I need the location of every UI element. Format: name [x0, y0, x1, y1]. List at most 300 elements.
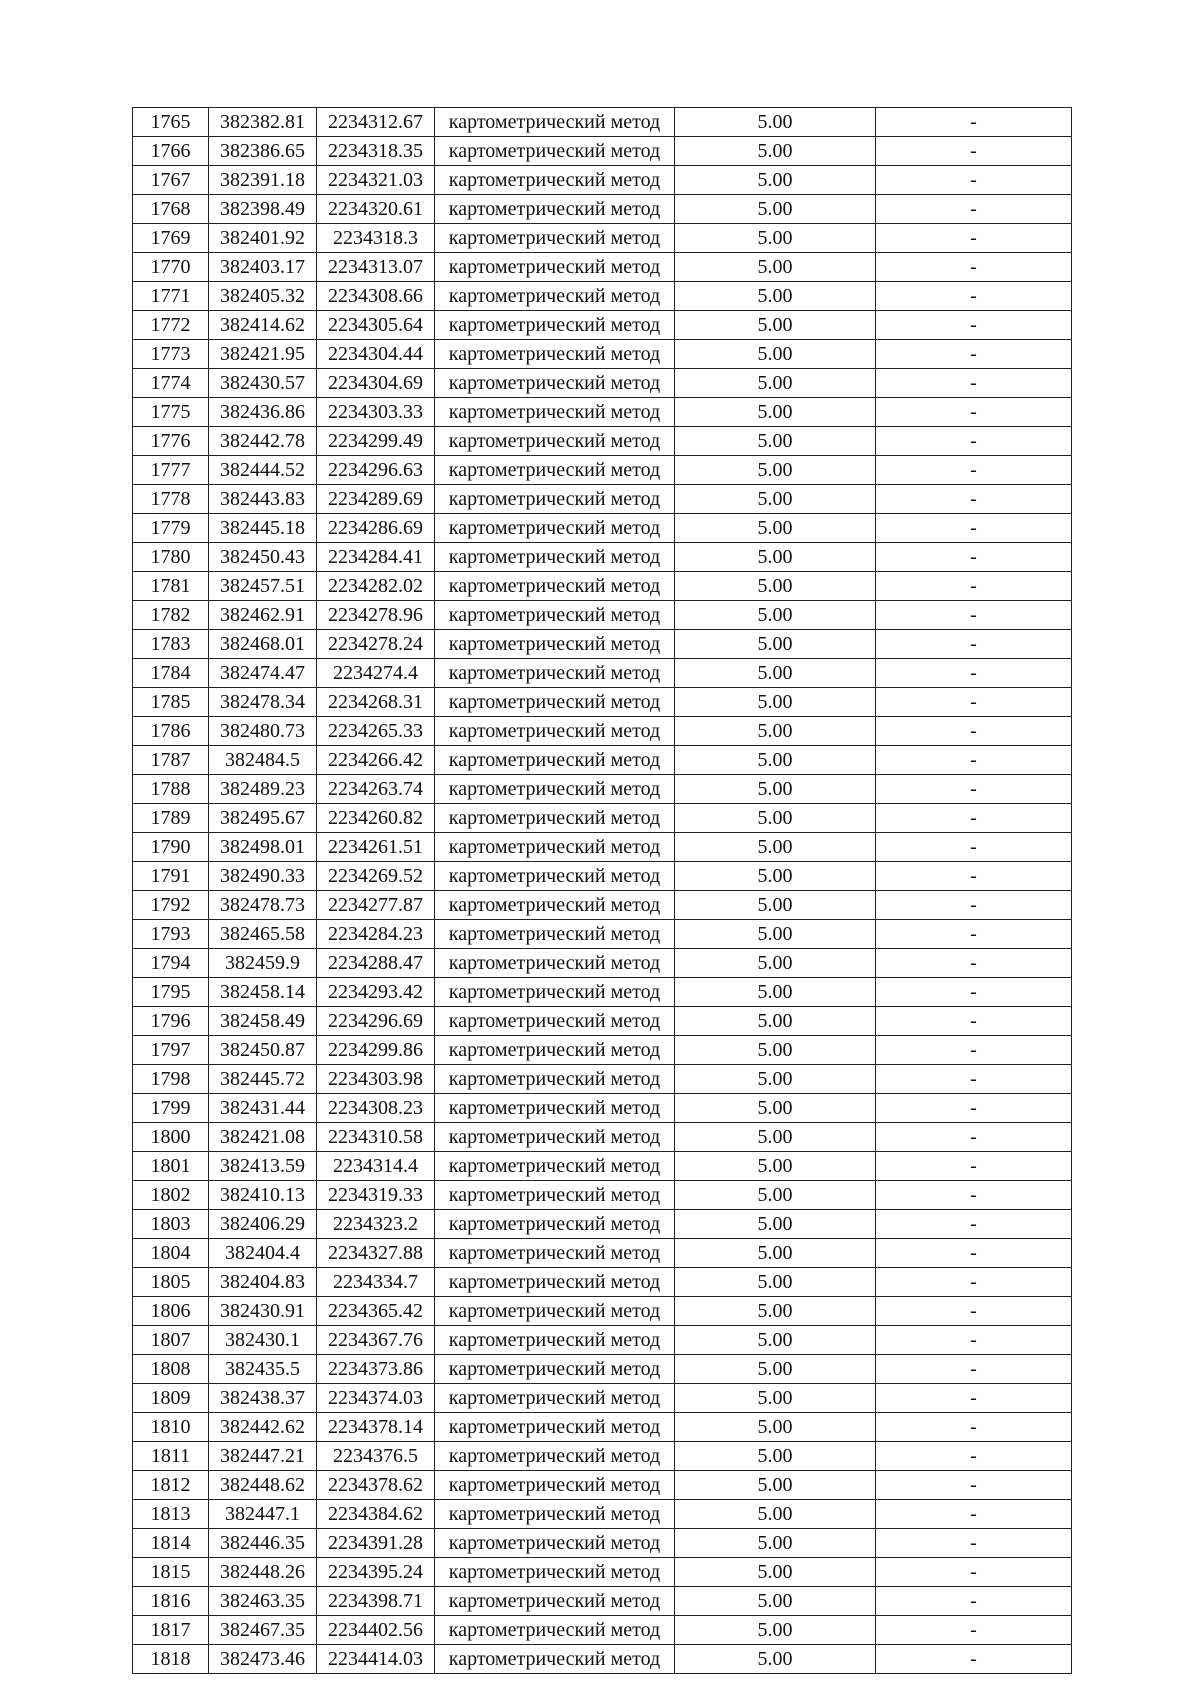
- table-row: [133, 137, 1072, 166]
- y-coordinate-cell: 2234308.23: [317, 1094, 435, 1123]
- table-row: [133, 833, 1072, 862]
- method-cell: картометрический метод: [435, 1500, 675, 1529]
- accuracy-cell: 5.00: [675, 137, 876, 166]
- note-cell: -: [876, 456, 1072, 485]
- accuracy-cell: 5.00: [675, 1384, 876, 1413]
- accuracy-cell: 5.00: [675, 1007, 876, 1036]
- accuracy-cell: 5.00: [675, 108, 876, 137]
- x-coordinate-cell: 382421.95: [209, 340, 317, 369]
- method-cell: картометрический метод: [435, 1181, 675, 1210]
- method-cell: картометрический метод: [435, 253, 675, 282]
- point-number-cell: 1772: [133, 311, 209, 340]
- method-cell: картометрический метод: [435, 746, 675, 775]
- method-cell: картометрический метод: [435, 1645, 675, 1674]
- x-coordinate-cell: 382489.23: [209, 775, 317, 804]
- x-coordinate-cell: 382490.33: [209, 862, 317, 891]
- x-coordinate-cell: 382478.34: [209, 688, 317, 717]
- accuracy-cell: 5.00: [675, 427, 876, 456]
- table-row: [133, 1616, 1072, 1645]
- x-coordinate-cell: 382478.73: [209, 891, 317, 920]
- y-coordinate-cell: 2234367.76: [317, 1326, 435, 1355]
- point-number-cell: 1810: [133, 1413, 209, 1442]
- accuracy-cell: 5.00: [675, 485, 876, 514]
- x-coordinate-cell: 382401.92: [209, 224, 317, 253]
- note-cell: -: [876, 1210, 1072, 1239]
- y-coordinate-cell: 2234308.66: [317, 282, 435, 311]
- y-coordinate-cell: 2234286.69: [317, 514, 435, 543]
- point-number-cell: 1807: [133, 1326, 209, 1355]
- table-row: [133, 1007, 1072, 1036]
- method-cell: картометрический метод: [435, 1355, 675, 1384]
- method-cell: картометрический метод: [435, 485, 675, 514]
- x-coordinate-cell: 382403.17: [209, 253, 317, 282]
- note-cell: -: [876, 108, 1072, 137]
- y-coordinate-cell: 2234313.07: [317, 253, 435, 282]
- y-coordinate-cell: 2234303.33: [317, 398, 435, 427]
- method-cell: картометрический метод: [435, 108, 675, 137]
- point-number-cell: 1787: [133, 746, 209, 775]
- point-number-cell: 1802: [133, 1181, 209, 1210]
- point-number-cell: 1796: [133, 1007, 209, 1036]
- accuracy-cell: 5.00: [675, 1529, 876, 1558]
- point-number-cell: 1815: [133, 1558, 209, 1587]
- method-cell: картометрический метод: [435, 1616, 675, 1645]
- y-coordinate-cell: 2234395.24: [317, 1558, 435, 1587]
- note-cell: -: [876, 1297, 1072, 1326]
- y-coordinate-cell: 2234391.28: [317, 1529, 435, 1558]
- accuracy-cell: 5.00: [675, 1065, 876, 1094]
- method-cell: картометрический метод: [435, 659, 675, 688]
- point-number-cell: 1777: [133, 456, 209, 485]
- method-cell: картометрический метод: [435, 717, 675, 746]
- point-number-cell: 1771: [133, 282, 209, 311]
- table-row: [133, 1384, 1072, 1413]
- y-coordinate-cell: 2234284.41: [317, 543, 435, 572]
- table-row: [133, 1355, 1072, 1384]
- method-cell: картометрический метод: [435, 1036, 675, 1065]
- method-cell: картометрический метод: [435, 688, 675, 717]
- note-cell: -: [876, 891, 1072, 920]
- point-number-cell: 1797: [133, 1036, 209, 1065]
- y-coordinate-cell: 2234278.96: [317, 601, 435, 630]
- accuracy-cell: 5.00: [675, 1442, 876, 1471]
- y-coordinate-cell: 2234265.33: [317, 717, 435, 746]
- y-coordinate-cell: 2234384.62: [317, 1500, 435, 1529]
- point-number-cell: 1812: [133, 1471, 209, 1500]
- table-row: [133, 978, 1072, 1007]
- point-number-cell: 1818: [133, 1645, 209, 1674]
- method-cell: картометрический метод: [435, 1442, 675, 1471]
- x-coordinate-cell: 382484.5: [209, 746, 317, 775]
- note-cell: -: [876, 166, 1072, 195]
- table-row: [133, 659, 1072, 688]
- accuracy-cell: 5.00: [675, 543, 876, 572]
- point-number-cell: 1795: [133, 978, 209, 1007]
- point-number-cell: 1766: [133, 137, 209, 166]
- point-number-cell: 1817: [133, 1616, 209, 1645]
- note-cell: -: [876, 572, 1072, 601]
- y-coordinate-cell: 2234289.69: [317, 485, 435, 514]
- x-coordinate-cell: 382474.47: [209, 659, 317, 688]
- y-coordinate-cell: 2234320.61: [317, 195, 435, 224]
- x-coordinate-cell: 382404.83: [209, 1268, 317, 1297]
- point-number-cell: 1784: [133, 659, 209, 688]
- method-cell: картометрический метод: [435, 195, 675, 224]
- point-number-cell: 1785: [133, 688, 209, 717]
- method-cell: картометрический метод: [435, 1558, 675, 1587]
- coordinates-table: [132, 107, 1072, 1674]
- table-row: [133, 920, 1072, 949]
- table-row: [133, 485, 1072, 514]
- y-coordinate-cell: 2234398.71: [317, 1587, 435, 1616]
- point-number-cell: 1765: [133, 108, 209, 137]
- y-coordinate-cell: 2234260.82: [317, 804, 435, 833]
- accuracy-cell: 5.00: [675, 456, 876, 485]
- method-cell: картометрический метод: [435, 137, 675, 166]
- method-cell: картометрический метод: [435, 369, 675, 398]
- table-row: [133, 1297, 1072, 1326]
- y-coordinate-cell: 2234304.44: [317, 340, 435, 369]
- point-number-cell: 1803: [133, 1210, 209, 1239]
- x-coordinate-cell: 382414.62: [209, 311, 317, 340]
- method-cell: картометрический метод: [435, 1297, 675, 1326]
- x-coordinate-cell: 382430.91: [209, 1297, 317, 1326]
- note-cell: -: [876, 833, 1072, 862]
- method-cell: картометрический метод: [435, 775, 675, 804]
- y-coordinate-cell: 2234278.24: [317, 630, 435, 659]
- x-coordinate-cell: 382444.52: [209, 456, 317, 485]
- note-cell: -: [876, 920, 1072, 949]
- note-cell: -: [876, 195, 1072, 224]
- y-coordinate-cell: 2234414.03: [317, 1645, 435, 1674]
- note-cell: -: [876, 1239, 1072, 1268]
- y-coordinate-cell: 2234263.74: [317, 775, 435, 804]
- note-cell: -: [876, 137, 1072, 166]
- accuracy-cell: 5.00: [675, 891, 876, 920]
- point-number-cell: 1813: [133, 1500, 209, 1529]
- accuracy-cell: 5.00: [675, 1094, 876, 1123]
- x-coordinate-cell: 382463.35: [209, 1587, 317, 1616]
- point-number-cell: 1792: [133, 891, 209, 920]
- method-cell: картометрический метод: [435, 1239, 675, 1268]
- x-coordinate-cell: 382448.62: [209, 1471, 317, 1500]
- note-cell: -: [876, 543, 1072, 572]
- note-cell: -: [876, 862, 1072, 891]
- x-coordinate-cell: 382495.67: [209, 804, 317, 833]
- y-coordinate-cell: 2234274.4: [317, 659, 435, 688]
- accuracy-cell: 5.00: [675, 862, 876, 891]
- x-coordinate-cell: 382467.35: [209, 1616, 317, 1645]
- accuracy-cell: 5.00: [675, 833, 876, 862]
- note-cell: -: [876, 369, 1072, 398]
- note-cell: -: [876, 659, 1072, 688]
- note-cell: -: [876, 1181, 1072, 1210]
- x-coordinate-cell: 382442.62: [209, 1413, 317, 1442]
- note-cell: -: [876, 1616, 1072, 1645]
- point-number-cell: 1789: [133, 804, 209, 833]
- x-coordinate-cell: 382445.18: [209, 514, 317, 543]
- x-coordinate-cell: 382398.49: [209, 195, 317, 224]
- table-row: [133, 1471, 1072, 1500]
- method-cell: картометрический метод: [435, 601, 675, 630]
- note-cell: -: [876, 514, 1072, 543]
- method-cell: картометрический метод: [435, 833, 675, 862]
- x-coordinate-cell: 382447.21: [209, 1442, 317, 1471]
- y-coordinate-cell: 2234378.14: [317, 1413, 435, 1442]
- x-coordinate-cell: 382448.26: [209, 1558, 317, 1587]
- table-row: [133, 1268, 1072, 1297]
- y-coordinate-cell: 2234296.63: [317, 456, 435, 485]
- point-number-cell: 1814: [133, 1529, 209, 1558]
- table-row: [133, 1529, 1072, 1558]
- note-cell: -: [876, 1587, 1072, 1616]
- note-cell: -: [876, 1471, 1072, 1500]
- accuracy-cell: 5.00: [675, 224, 876, 253]
- x-coordinate-cell: 382404.4: [209, 1239, 317, 1268]
- table-row: [133, 543, 1072, 572]
- method-cell: картометрический метод: [435, 1268, 675, 1297]
- y-coordinate-cell: 2234277.87: [317, 891, 435, 920]
- note-cell: -: [876, 1442, 1072, 1471]
- table-row: [133, 1239, 1072, 1268]
- note-cell: -: [876, 688, 1072, 717]
- table-row: [133, 630, 1072, 659]
- method-cell: картометрический метод: [435, 1123, 675, 1152]
- method-cell: картометрический метод: [435, 224, 675, 253]
- y-coordinate-cell: 2234305.64: [317, 311, 435, 340]
- method-cell: картометрический метод: [435, 456, 675, 485]
- point-number-cell: 1776: [133, 427, 209, 456]
- accuracy-cell: 5.00: [675, 1239, 876, 1268]
- method-cell: картометрический метод: [435, 1587, 675, 1616]
- method-cell: картометрический метод: [435, 282, 675, 311]
- x-coordinate-cell: 382442.78: [209, 427, 317, 456]
- point-number-cell: 1798: [133, 1065, 209, 1094]
- y-coordinate-cell: 2234282.02: [317, 572, 435, 601]
- table-row: [133, 804, 1072, 833]
- y-coordinate-cell: 2234293.42: [317, 978, 435, 1007]
- note-cell: -: [876, 1094, 1072, 1123]
- point-number-cell: 1774: [133, 369, 209, 398]
- x-coordinate-cell: 382421.08: [209, 1123, 317, 1152]
- method-cell: картометрический метод: [435, 1384, 675, 1413]
- note-cell: -: [876, 1036, 1072, 1065]
- method-cell: картометрический метод: [435, 1210, 675, 1239]
- x-coordinate-cell: 382468.01: [209, 630, 317, 659]
- method-cell: картометрический метод: [435, 1413, 675, 1442]
- method-cell: картометрический метод: [435, 978, 675, 1007]
- table-row: [133, 282, 1072, 311]
- point-number-cell: 1768: [133, 195, 209, 224]
- note-cell: -: [876, 1529, 1072, 1558]
- method-cell: картометрический метод: [435, 166, 675, 195]
- note-cell: -: [876, 804, 1072, 833]
- note-cell: -: [876, 1268, 1072, 1297]
- note-cell: -: [876, 949, 1072, 978]
- accuracy-cell: 5.00: [675, 311, 876, 340]
- accuracy-cell: 5.00: [675, 1297, 876, 1326]
- accuracy-cell: 5.00: [675, 195, 876, 224]
- table-row: [133, 1065, 1072, 1094]
- x-coordinate-cell: 382457.51: [209, 572, 317, 601]
- table-row: [133, 1413, 1072, 1442]
- y-coordinate-cell: 2234318.3: [317, 224, 435, 253]
- table-row: [133, 224, 1072, 253]
- x-coordinate-cell: 382446.35: [209, 1529, 317, 1558]
- accuracy-cell: 5.00: [675, 920, 876, 949]
- point-number-cell: 1791: [133, 862, 209, 891]
- note-cell: -: [876, 1007, 1072, 1036]
- table-row: [133, 108, 1072, 137]
- method-cell: картометрический метод: [435, 630, 675, 659]
- table-row: [133, 1442, 1072, 1471]
- y-coordinate-cell: 2234268.31: [317, 688, 435, 717]
- point-number-cell: 1816: [133, 1587, 209, 1616]
- accuracy-cell: 5.00: [675, 1616, 876, 1645]
- accuracy-cell: 5.00: [675, 369, 876, 398]
- table-row: [133, 1210, 1072, 1239]
- accuracy-cell: 5.00: [675, 1210, 876, 1239]
- y-coordinate-cell: 2234373.86: [317, 1355, 435, 1384]
- x-coordinate-cell: 382465.58: [209, 920, 317, 949]
- point-number-cell: 1794: [133, 949, 209, 978]
- table-row: [133, 746, 1072, 775]
- accuracy-cell: 5.00: [675, 1558, 876, 1587]
- table-row: [133, 601, 1072, 630]
- y-coordinate-cell: 2234327.88: [317, 1239, 435, 1268]
- y-coordinate-cell: 2234365.42: [317, 1297, 435, 1326]
- point-number-cell: 1793: [133, 920, 209, 949]
- note-cell: -: [876, 601, 1072, 630]
- x-coordinate-cell: 382430.1: [209, 1326, 317, 1355]
- note-cell: -: [876, 1152, 1072, 1181]
- point-number-cell: 1806: [133, 1297, 209, 1326]
- note-cell: -: [876, 1355, 1072, 1384]
- method-cell: картометрический метод: [435, 340, 675, 369]
- point-number-cell: 1799: [133, 1094, 209, 1123]
- table-row: [133, 311, 1072, 340]
- table-row: [133, 166, 1072, 195]
- point-number-cell: 1773: [133, 340, 209, 369]
- table-row: [133, 717, 1072, 746]
- x-coordinate-cell: 382443.83: [209, 485, 317, 514]
- table-row: [133, 1587, 1072, 1616]
- table-row: [133, 369, 1072, 398]
- table-body: [133, 108, 1072, 1674]
- note-cell: -: [876, 224, 1072, 253]
- method-cell: картометрический метод: [435, 311, 675, 340]
- method-cell: картометрический метод: [435, 1529, 675, 1558]
- note-cell: -: [876, 630, 1072, 659]
- x-coordinate-cell: 382473.46: [209, 1645, 317, 1674]
- table-row: [133, 253, 1072, 282]
- x-coordinate-cell: 382386.65: [209, 137, 317, 166]
- accuracy-cell: 5.00: [675, 1587, 876, 1616]
- accuracy-cell: 5.00: [675, 601, 876, 630]
- accuracy-cell: 5.00: [675, 1645, 876, 1674]
- note-cell: -: [876, 427, 1072, 456]
- y-coordinate-cell: 2234269.52: [317, 862, 435, 891]
- accuracy-cell: 5.00: [675, 1181, 876, 1210]
- y-coordinate-cell: 2234284.23: [317, 920, 435, 949]
- method-cell: картометрический метод: [435, 572, 675, 601]
- note-cell: -: [876, 1384, 1072, 1413]
- y-coordinate-cell: 2234312.67: [317, 108, 435, 137]
- table-row: [133, 949, 1072, 978]
- accuracy-cell: 5.00: [675, 572, 876, 601]
- method-cell: картометрический метод: [435, 1471, 675, 1500]
- note-cell: -: [876, 775, 1072, 804]
- accuracy-cell: 5.00: [675, 659, 876, 688]
- note-cell: -: [876, 311, 1072, 340]
- y-coordinate-cell: 2234319.33: [317, 1181, 435, 1210]
- table-row: [133, 1123, 1072, 1152]
- x-coordinate-cell: 382459.9: [209, 949, 317, 978]
- method-cell: картометрический метод: [435, 543, 675, 572]
- table-row: [133, 775, 1072, 804]
- x-coordinate-cell: 382382.81: [209, 108, 317, 137]
- note-cell: -: [876, 746, 1072, 775]
- y-coordinate-cell: 2234376.5: [317, 1442, 435, 1471]
- table-row: [133, 862, 1072, 891]
- accuracy-cell: 5.00: [675, 398, 876, 427]
- accuracy-cell: 5.00: [675, 978, 876, 1007]
- accuracy-cell: 5.00: [675, 804, 876, 833]
- accuracy-cell: 5.00: [675, 1355, 876, 1384]
- accuracy-cell: 5.00: [675, 1152, 876, 1181]
- point-number-cell: 1786: [133, 717, 209, 746]
- method-cell: картометрический метод: [435, 427, 675, 456]
- x-coordinate-cell: 382410.13: [209, 1181, 317, 1210]
- accuracy-cell: 5.00: [675, 1471, 876, 1500]
- table-row: [133, 1036, 1072, 1065]
- note-cell: -: [876, 1500, 1072, 1529]
- y-coordinate-cell: 2234266.42: [317, 746, 435, 775]
- point-number-cell: 1778: [133, 485, 209, 514]
- accuracy-cell: 5.00: [675, 1413, 876, 1442]
- y-coordinate-cell: 2234310.58: [317, 1123, 435, 1152]
- note-cell: -: [876, 1413, 1072, 1442]
- note-cell: -: [876, 253, 1072, 282]
- y-coordinate-cell: 2234378.62: [317, 1471, 435, 1500]
- note-cell: -: [876, 485, 1072, 514]
- table-row: [133, 1094, 1072, 1123]
- y-coordinate-cell: 2234288.47: [317, 949, 435, 978]
- x-coordinate-cell: 382445.72: [209, 1065, 317, 1094]
- note-cell: -: [876, 978, 1072, 1007]
- table-row: [133, 195, 1072, 224]
- table-row: [133, 688, 1072, 717]
- y-coordinate-cell: 2234323.2: [317, 1210, 435, 1239]
- note-cell: -: [876, 1645, 1072, 1674]
- table-row: [133, 891, 1072, 920]
- y-coordinate-cell: 2234321.03: [317, 166, 435, 195]
- table-row: [133, 514, 1072, 543]
- y-coordinate-cell: 2234304.69: [317, 369, 435, 398]
- x-coordinate-cell: 382450.87: [209, 1036, 317, 1065]
- y-coordinate-cell: 2234261.51: [317, 833, 435, 862]
- y-coordinate-cell: 2234296.69: [317, 1007, 435, 1036]
- accuracy-cell: 5.00: [675, 166, 876, 195]
- point-number-cell: 1788: [133, 775, 209, 804]
- table-row: [133, 340, 1072, 369]
- x-coordinate-cell: 382431.44: [209, 1094, 317, 1123]
- y-coordinate-cell: 2234334.7: [317, 1268, 435, 1297]
- method-cell: картометрический метод: [435, 398, 675, 427]
- note-cell: -: [876, 398, 1072, 427]
- point-number-cell: 1775: [133, 398, 209, 427]
- accuracy-cell: 5.00: [675, 514, 876, 543]
